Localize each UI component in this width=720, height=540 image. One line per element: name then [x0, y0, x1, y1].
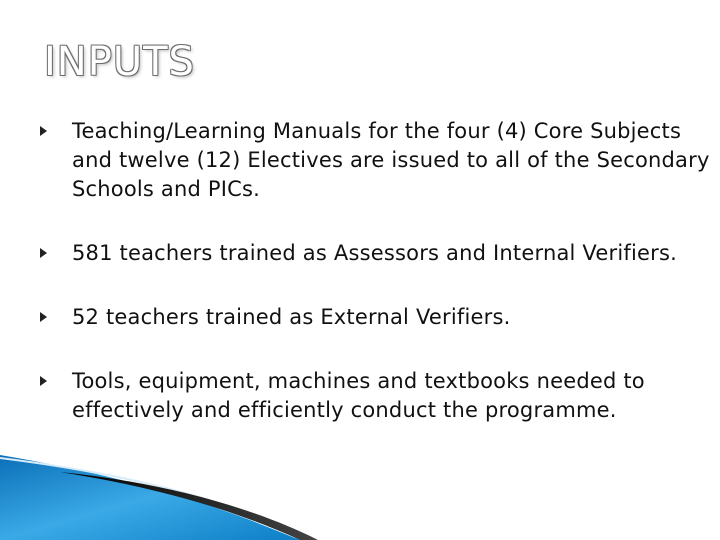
light-swoosh-line — [0, 458, 210, 500]
bullet-item-manuals — [40, 117, 710, 204]
bullet-text: Teaching/Learning Manuals for the four (4) Core Subjects and twelve (12) Electives are issued to all of the Secondary Schools and PICs. — [72, 119, 710, 201]
bullet-item-assessors — [40, 239, 710, 268]
triangle-arrow-icon — [40, 126, 47, 136]
bullet-list — [40, 117, 710, 425]
slide-title: INPUTS — [44, 39, 195, 85]
bullet-text: Tools, equipment, machines and textbooks needed to effectively and efficiently conduct the programme. — [72, 369, 645, 422]
triangle-arrow-icon — [40, 312, 47, 322]
bullet-text: 581 teachers trained as Assessors and Internal Verifiers. — [72, 241, 677, 265]
bullet-text: 52 teachers trained as External Verifiers. — [72, 305, 511, 329]
bullet-item-external-verifiers — [40, 303, 710, 332]
triangle-arrow-icon — [40, 248, 47, 258]
bullet-item-tools — [40, 367, 710, 425]
blue-swoosh-shape — [0, 455, 300, 540]
triangle-arrow-icon — [40, 376, 47, 386]
dark-swoosh-line — [60, 472, 318, 540]
